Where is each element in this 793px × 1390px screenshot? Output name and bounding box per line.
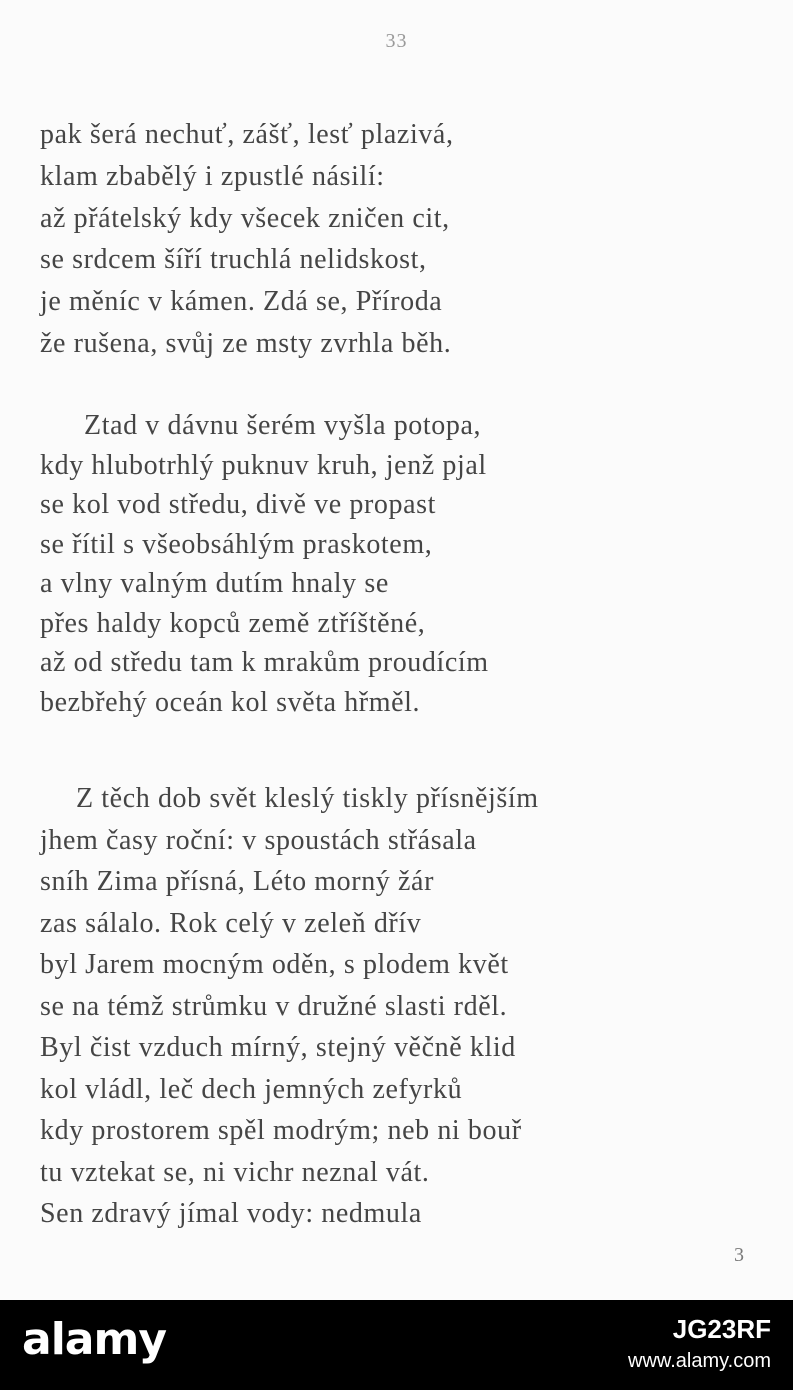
- verse-line: jhem časy roční: v spoustách střásala: [40, 824, 477, 856]
- alamy-logo: alamy: [22, 1314, 166, 1365]
- verse-line: až od středu tam k mrakům proudícím: [40, 647, 489, 678]
- verse-line: sníh Zima přísná, Léto morný žár: [40, 866, 434, 897]
- verse-line: se kol vod středu, divě ve propast: [40, 489, 436, 520]
- verse-line: Byl čist vzduch mírný, stejný věčně klid: [40, 1032, 516, 1063]
- verse-line: kdy prostorem spěl modrým; neb ni bouř: [40, 1115, 522, 1146]
- verse-line: se na témž strůmku v družné slasti rděl.: [40, 990, 508, 1022]
- verse-line: kdy hlubotrhlý puknuv kruh, jenž pjal: [40, 449, 487, 481]
- verse-line: klam zbabělý i zpustlé násilí:: [40, 160, 385, 192]
- image-id: JG23RF: [672, 1314, 771, 1344]
- verse-line: že rušena, svůj ze msty zvrhla běh.: [40, 327, 452, 359]
- verse-line: tu vztekat se, ni vichr neznal vát.: [40, 1156, 430, 1188]
- verse-line: kol vládl, leč dech jemných zefyrků: [40, 1073, 463, 1105]
- watermark-bar: [0, 1300, 793, 1390]
- stanza-1: [40, 114, 454, 365]
- watermark-site: www.alamy.com: [628, 1350, 771, 1372]
- verse-line: bezbřehý oceán kol světa hřměl.: [40, 686, 421, 718]
- verse-line: se srdcem šíří truchlá nelidskost,: [40, 244, 427, 276]
- verse-line: se řítil s všeobsáhlým praskotem,: [40, 528, 433, 560]
- verse-line: a vlny valným dutím hnaly se: [40, 568, 389, 599]
- verse-line: byl Jarem mocným oděn, s plodem květ: [40, 949, 509, 980]
- verse-line: zas sálalo. Rok celý v zeleň dřív: [40, 907, 422, 939]
- verse-line: Z těch dob svět kleslý tiskly přísnějším: [76, 783, 539, 814]
- verse-line: pak šerá nechuť, zášť, lesť plazivá,: [40, 119, 454, 150]
- stanza-3: [40, 778, 539, 1235]
- verse-line: Sen zdravý jímal vody: nedmula: [40, 1198, 422, 1229]
- page-number-top: 33: [385, 30, 408, 52]
- verse-line: až přátelský kdy všecek zničen cit,: [40, 202, 450, 234]
- page-number-bottom: 3: [734, 1244, 744, 1266]
- stanza-2: [40, 406, 489, 722]
- verse-line: je měníc v kámen. Zdá se, Příroda: [40, 286, 443, 318]
- verse-line: Ztad v dávnu šerém vyšla potopa,: [84, 410, 482, 441]
- verse-line: přes haldy kopců země ztříštěné,: [40, 607, 426, 639]
